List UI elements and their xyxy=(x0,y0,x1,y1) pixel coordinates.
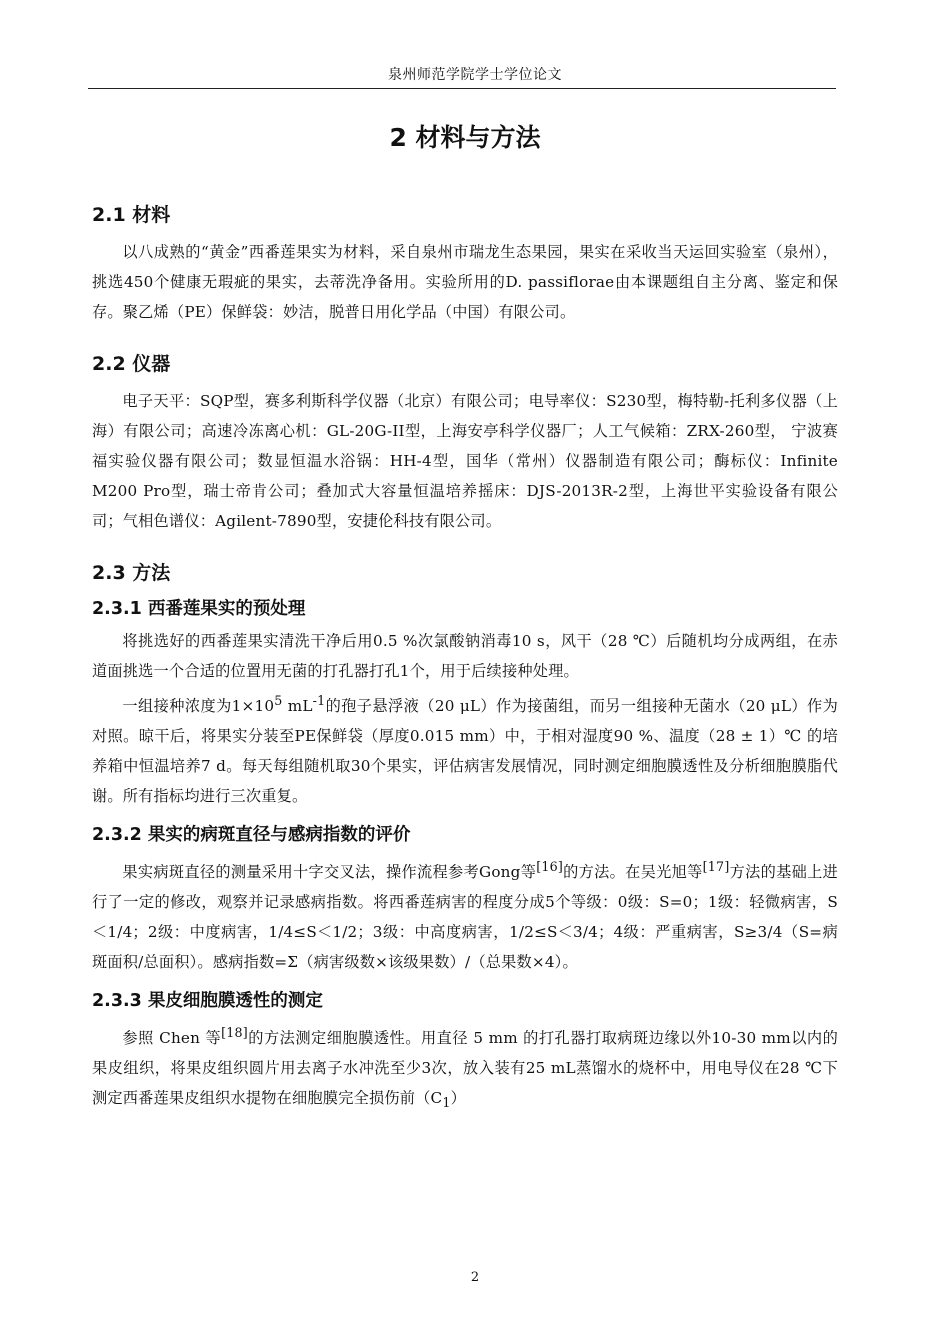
running-header: 泉州师范学院学士学位论文 xyxy=(388,67,562,83)
paragraph-pretreatment-1: 将挑选好的西番莲果实清洗干净后用0.5 %次氯酸钠消毒10 s，风干（28 ℃）后随机均分成两组，在赤道面挑选一个合适的位置用无菌的打孔器打孔1个，用于后续接种处理。 xyxy=(92,632,838,680)
citation-ref: [17] xyxy=(702,859,730,875)
text-run: 参照 Chen 等 xyxy=(122,1029,222,1048)
text-run: 的方法测定细胞膜透性。用直径 5 mm 的打孔器打取病斑边缘以外10-30 mm以内的果皮组织，将果皮组织圆片用去离子水冲洗至少3次，放入装有25 mL蒸馏水的烧杯中，用电导仪在28 ℃下测定西番莲果皮组织水提物在细胞膜完全损伤前（C xyxy=(92,1029,838,1108)
subsection-heading-2-3-2: 2.3.2 果实的病斑直径与感病指数的评价 xyxy=(92,825,411,846)
text-run: 的方法。在吴光旭等 xyxy=(563,863,703,882)
superscript: 5 xyxy=(274,693,283,708)
header-rule xyxy=(88,88,836,89)
subsection-heading-2-3-3: 2.3.3 果皮细胞膜透性的测定 xyxy=(92,991,323,1012)
text-run: 果实病斑直径的测量采用十字交叉法，操作流程参考Gong等 xyxy=(122,863,537,882)
subsection-heading-2-3-1: 2.3.1 西番莲果实的预处理 xyxy=(92,599,306,619)
citation-ref: [18] xyxy=(221,1025,248,1041)
text-run: ） xyxy=(450,1089,467,1108)
superscript: -1 xyxy=(312,693,326,708)
section-heading-2-2: 2.2 仪器 xyxy=(92,353,171,375)
page-content xyxy=(92,110,838,1118)
section-heading-2-1: 2.1 材料 xyxy=(92,204,171,226)
paragraph-instruments: 电子天平：SQP型，赛多利斯科学仪器（北京）有限公司；电导率仪：S230型，梅特勒-托利多仪器（上海）有限公司；高速冷冻离心机：GL-20G-II型，上海安亭科学仪器厂；人工气候箱：ZRX-260型， 宁波赛福实验仪器有限公司；数显恒温水浴锅：HH-4型，国华（常州）仪器制造有限公司；酶标仪：Infinite M200 Pro型，瑞士帝肯公司；叠加式大容量恒温培养摇床：DJS-2013R-2型，上海世平实验设备有限公司；气相色谱仪：Agilent-7890型，安捷伦科技有限公司。 xyxy=(92,392,838,530)
citation-ref: [16] xyxy=(536,859,563,875)
text-run: 方法的基础上进行了一定的修改，观察并记录感病指数。将西番莲病害的程度分成5个等级：0级：S=0；1级：轻微病害，S＜1/4；2级：中度病害，1/4≤S＜1/2；3级：中高度病害，1/2≤S＜3/4；4级：严重病害，S≥3/4（S=病斑面积/总面积）。感病指数=Σ（病害级数×该级果数）/（总果数×4）。 xyxy=(92,863,838,972)
text-run: 一组接种浓度为1×10 xyxy=(122,697,275,716)
paragraph-disease-evaluation xyxy=(92,852,838,977)
paragraph-membrane-permeability xyxy=(92,1018,838,1118)
page-number: 2 xyxy=(470,1270,480,1285)
text-run: 的孢子悬浮液（20 μL）作为接菌组，而另一组接种无菌水（20 μL）作为对照。晾干后，将果实分装至PE保鲜袋（厚度0.015 mm）中，于相对湿度90 %、温度（28 ± 1）℃ 的培养箱中恒温培养7 d。每天每组随机取30个果实，评估病害发展情况，同时测定细胞膜透性及分析细胞膜脂代谢。所有指标均进行三次重复。 xyxy=(92,697,838,806)
text-run: mL xyxy=(282,697,313,716)
section-heading-2-3: 2.3 方法 xyxy=(92,562,171,584)
paragraph-materials: 以八成熟的“黄金”西番莲果实为材料，采自泉州市瑞龙生态果园，果实在采收当天运回实验室（泉州），挑选450个健康无瑕疵的果实，去蒂洗净备用。实验所用的D. passiflorae由本课题组自主分离、鉴定和保存。聚乙烯（PE）保鲜袋：妙洁，脱普日用化学品（中国）有限公司。 xyxy=(92,243,838,321)
subscript: 1 xyxy=(442,1095,451,1111)
chapter-title: 2 材料与方法 xyxy=(389,123,541,152)
paragraph-pretreatment-2 xyxy=(92,686,838,811)
